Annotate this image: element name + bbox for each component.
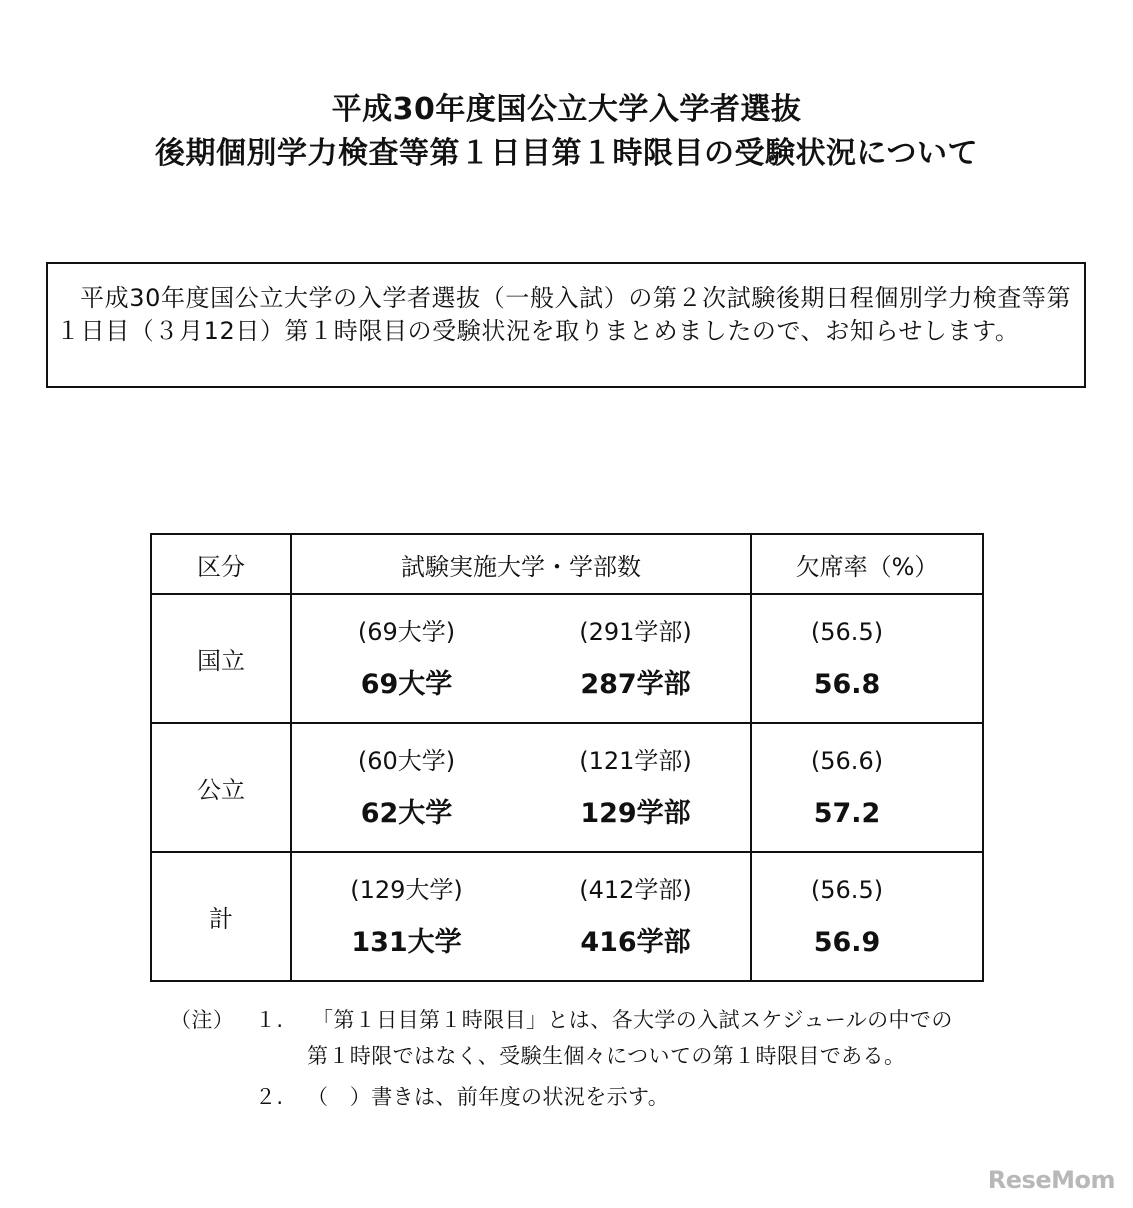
note-label: （注） (170, 1008, 235, 1032)
row-counts (291, 723, 751, 852)
row-rate (751, 852, 983, 981)
table-header-row (151, 534, 983, 594)
prev-faculty-count: (291学部) (579, 617, 692, 646)
prev-univ-count: (69大学) (357, 617, 456, 646)
page-title-line2: 後期個別学力検査等第１日目第１時限目の受験状況について (155, 136, 978, 171)
note-2-text: （ ）書きは、前年度の状況を示す。 (307, 1085, 670, 1109)
prev-absence-rate: (56.5) (810, 617, 884, 646)
table-row (151, 852, 983, 981)
prev-univ-count: (129大学) (350, 875, 463, 904)
notice-text: 平成30年度国公立大学の入学者選抜（一般入試）の第２次試験後期日程個別学力検査等第１日目（３月12日）第１時限目の受験状況を取りまとめましたので、お知らせします。 (56, 284, 1072, 345)
row-category: 国立 (151, 594, 291, 723)
table-row (151, 594, 983, 723)
faculty-count: 287学部 (580, 668, 691, 700)
note-2-number: ２. (255, 1085, 284, 1109)
faculty-count: 416学部 (580, 926, 691, 958)
row-rate (751, 594, 983, 723)
note-1-line2: 第１時限ではなく、受験生個々についての第１時限目である。 (307, 1044, 906, 1068)
prev-faculty-count: (121学部) (579, 746, 692, 775)
row-counts (291, 852, 751, 981)
header-category: 区分 (151, 534, 291, 594)
header-absence-rate: 欠席率（%） (751, 534, 983, 594)
absence-rate: 56.9 (813, 926, 881, 958)
faculty-count: 129学部 (580, 797, 691, 829)
note-1-line1: 「第１日目第１時限目」とは、各大学の入試スケジュールの中での (312, 1008, 953, 1032)
row-category: 計 (151, 852, 291, 981)
univ-count: 69大学 (360, 668, 453, 700)
row-counts (291, 594, 751, 723)
absence-rate: 56.8 (813, 668, 881, 700)
header-count: 試験実施大学・学部数 (291, 534, 751, 594)
prev-absence-rate: (56.6) (810, 746, 884, 775)
prev-faculty-count: (412学部) (579, 875, 692, 904)
prev-absence-rate: (56.5) (810, 875, 884, 904)
univ-count: 62大学 (360, 797, 453, 829)
page-title-line1: 平成30年度国公立大学入学者選抜 (331, 92, 802, 127)
prev-univ-count: (60大学) (357, 746, 456, 775)
row-category: 公立 (151, 723, 291, 852)
resemom-watermark-logo: ReseMom (987, 1166, 1115, 1194)
table-row (151, 723, 983, 852)
result-table (150, 533, 984, 982)
absence-rate: 57.2 (813, 797, 881, 829)
univ-count: 131大学 (351, 926, 462, 958)
note-1-number: １. (255, 1008, 284, 1032)
row-rate (751, 723, 983, 852)
notice-box (46, 262, 1086, 388)
